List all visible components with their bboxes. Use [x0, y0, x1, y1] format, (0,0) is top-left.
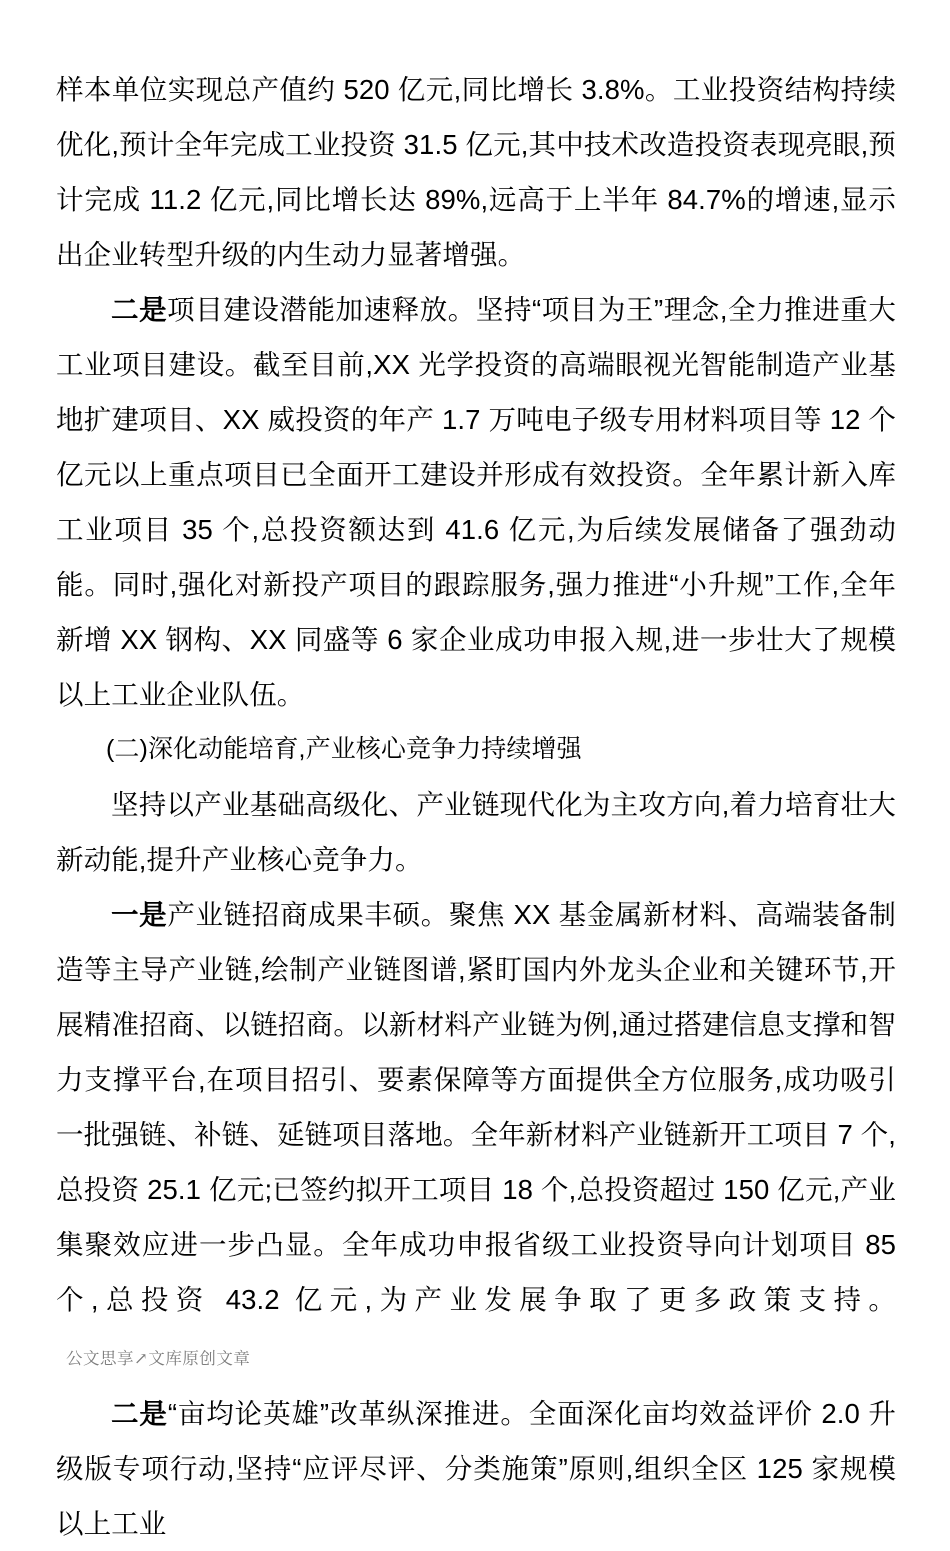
paragraph-continuation	[56, 62, 896, 282]
paragraph-industry-chain	[56, 887, 896, 1386]
paragraph-text: 项目建设潜能加速释放。坚持“项目为王”理念,全力推进重大工业项目建设。截至目前,XX 光学投资的高端眼视光智能制造产业基地扩建项目、XX 威投资的年产 1.7 万吨电子级专用材料项目等 12 个亿元以上重点项目已全面开工建设并形成有效投资。全年累计新入库工业项目 35 个,总投资额达到 41.6 亿元,为后续发展储备了强劲动能。同时,强化对新投产项目的跟踪服务,强力推进“小升规”工作,全年新增 XX 钢构、XX 同盛等 6 家企业成功申报入规,进一步壮大了规模以上工业企业队伍。	[56, 294, 896, 710]
document-body	[56, 62, 896, 1551]
paragraph-text: 坚持以产业基础高级化、产业链现代化为主攻方向,着力培育壮大新动能,提升产业核心竞争力。	[56, 789, 896, 875]
paragraph-lead-marker: 一是	[111, 899, 168, 930]
section-heading-two	[56, 722, 896, 777]
paragraph-lead-marker: 二是	[111, 1398, 168, 1429]
paragraph-mujun-reform	[56, 1386, 896, 1551]
paragraph-project-construction	[56, 282, 896, 722]
paragraph-section-intro	[56, 777, 896, 887]
paragraph-lead-marker: 二是	[111, 294, 168, 325]
paragraph-text: 产业链招商成果丰硕。聚焦 XX 基金属新材料、高端装备制造等主导产业链,绘制产业链图谱,紧盯国内外龙头企业和关键环节,开展精准招商、以链招商。以新材料产业链为例,通过搭建信息支撑和智力支撑平台,在项目招引、要素保障等方面提供全方位服务,成功吸引一批强链、补链、延链项目落地。全年新材料产业链新开工项目 7 个,总投资 25.1 亿元;已签约拟开工项目 18 个,总投资超过 150 亿元,产业集聚效应进一步凸显。全年成功申报省级工业投资导向计划项目 85 个,总投资 43.2 亿元,为产业发展争取了更多政策支持。	[56, 899, 897, 1315]
section-heading-text: (二)深化动能培育,产业核心竞争力持续增强	[106, 735, 582, 763]
paragraph-text: 样本单位实现总产值约 520 亿元,同比增长 3.8%。工业投资结构持续优化,预计全年完成工业投资 31.5 亿元,其中技术改造投资表现亮眼,预计完成 11.2 亿元,同比增长达 89%,远高于上半年 84.7%的增速,显示出企业转型升级的内生动力显著增强。	[56, 74, 896, 270]
paragraph-text: “亩均论英雄”改革纵深推进。全面深化亩均效益评价 2.0 升级版专项行动,坚持“应评尽评、分类施策”原则,组织全区 125 家规模以上工业	[56, 1398, 896, 1539]
watermark-text: 公文思享↗文库原创文章	[66, 1349, 251, 1368]
